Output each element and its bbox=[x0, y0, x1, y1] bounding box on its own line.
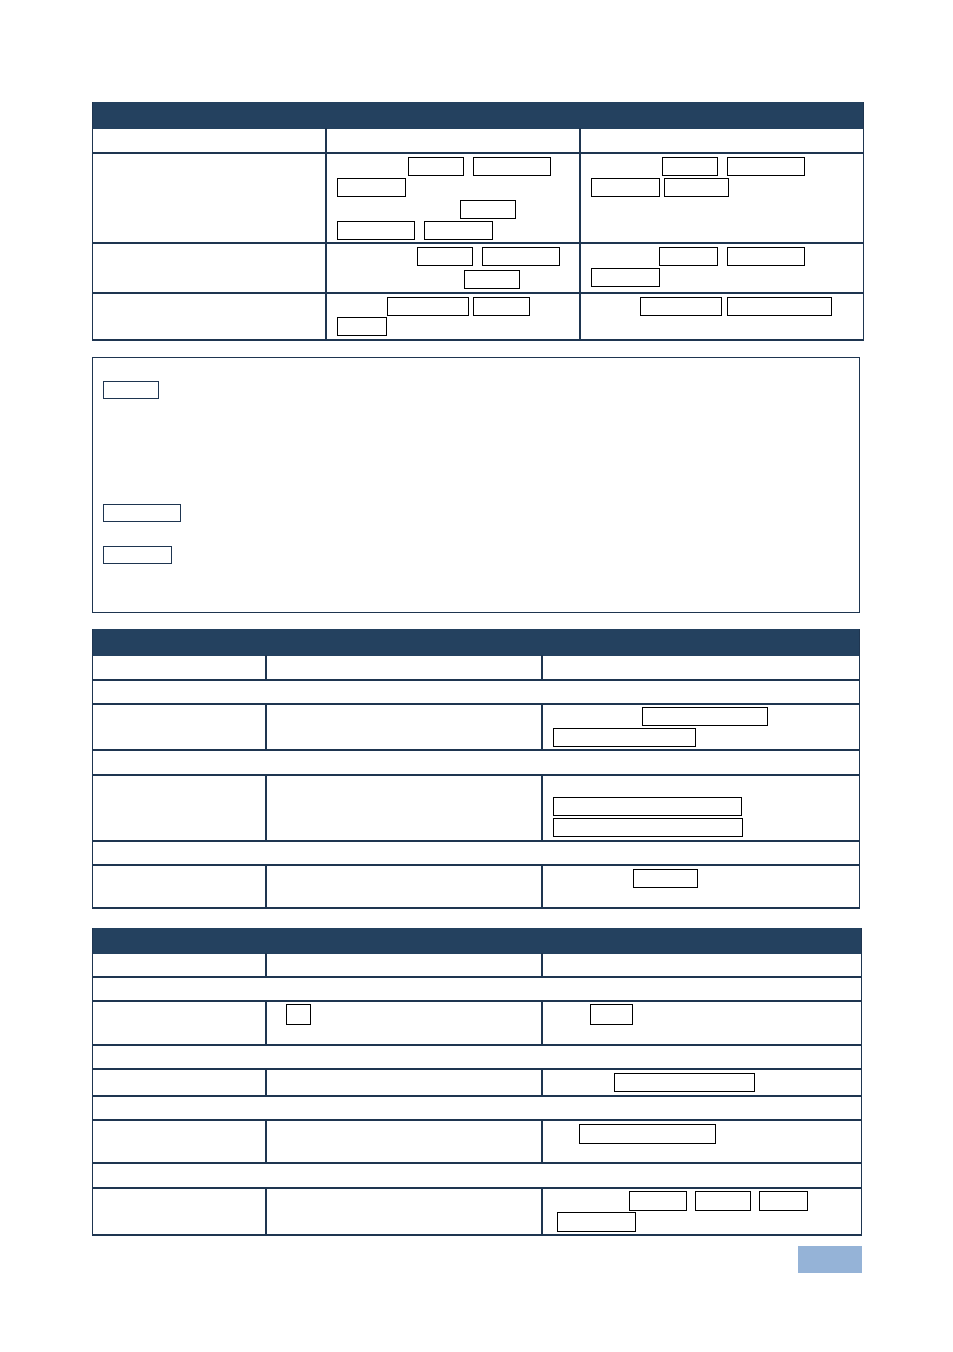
cross-reference-link[interactable] bbox=[590, 1004, 633, 1025]
table-border bbox=[265, 1001, 267, 1045]
table-border bbox=[92, 1234, 862, 1236]
cross-reference-link[interactable] bbox=[659, 247, 718, 266]
table-border bbox=[92, 1068, 862, 1070]
cross-reference-link[interactable] bbox=[387, 297, 469, 316]
table-border bbox=[265, 704, 267, 750]
table-border bbox=[92, 339, 864, 341]
table-border bbox=[541, 1001, 543, 1045]
table-1-cell bbox=[94, 294, 324, 339]
table-border bbox=[265, 865, 267, 908]
table-1-header bbox=[92, 102, 864, 129]
table-3-header bbox=[92, 928, 862, 954]
cross-reference-link[interactable] bbox=[727, 297, 832, 316]
table-2-header bbox=[92, 629, 860, 656]
cross-reference-link[interactable] bbox=[629, 1191, 687, 1211]
cross-reference-link[interactable] bbox=[591, 268, 660, 287]
cross-reference-link[interactable] bbox=[591, 178, 660, 197]
table-border bbox=[541, 865, 543, 908]
cross-reference-link[interactable] bbox=[662, 157, 718, 176]
table-2-column-header bbox=[544, 657, 858, 679]
table-border bbox=[92, 1119, 862, 1121]
table-border bbox=[541, 953, 543, 977]
table-2-column-header bbox=[268, 657, 540, 679]
cross-reference-link[interactable] bbox=[695, 1191, 751, 1211]
cross-reference-link[interactable] bbox=[464, 270, 520, 289]
table-3-section-title bbox=[94, 978, 860, 1000]
cross-reference-link[interactable] bbox=[417, 247, 473, 266]
cross-reference-link[interactable] bbox=[337, 317, 387, 336]
page-number-tab bbox=[798, 1246, 862, 1273]
cross-reference-link[interactable] bbox=[557, 1212, 636, 1232]
table-border bbox=[861, 928, 862, 1236]
table-border bbox=[92, 928, 93, 1236]
cross-reference-link[interactable] bbox=[460, 200, 516, 219]
table-border bbox=[92, 907, 860, 909]
cross-reference-link[interactable] bbox=[473, 157, 551, 176]
cross-reference-link[interactable] bbox=[286, 1004, 311, 1025]
cross-reference-link[interactable] bbox=[337, 221, 415, 240]
note-link[interactable] bbox=[103, 381, 159, 399]
cross-reference-link[interactable] bbox=[553, 818, 743, 837]
note-box bbox=[92, 357, 860, 613]
table-2-section-title bbox=[94, 751, 858, 774]
table-3-section-title bbox=[94, 1046, 860, 1068]
table-border bbox=[265, 1120, 267, 1163]
table-2-section-title bbox=[94, 681, 858, 703]
note-link[interactable] bbox=[103, 546, 172, 564]
table-border bbox=[325, 128, 327, 341]
cross-reference-link[interactable] bbox=[640, 297, 722, 316]
cross-reference-link[interactable] bbox=[408, 157, 464, 176]
note-link[interactable] bbox=[103, 504, 181, 522]
table-1-column-header bbox=[328, 130, 578, 152]
cross-reference-link[interactable] bbox=[614, 1073, 755, 1092]
cross-reference-link[interactable] bbox=[553, 797, 742, 816]
table-border bbox=[92, 774, 860, 776]
table-1-column-header bbox=[94, 130, 324, 152]
cross-reference-link[interactable] bbox=[759, 1191, 808, 1211]
table-border bbox=[265, 1069, 267, 1096]
table-border bbox=[863, 102, 864, 341]
cross-reference-link[interactable] bbox=[633, 869, 698, 888]
table-border bbox=[92, 703, 860, 705]
table-1-cell bbox=[94, 244, 324, 292]
cross-reference-link[interactable] bbox=[727, 157, 805, 176]
table-border bbox=[265, 655, 267, 680]
cross-reference-link[interactable] bbox=[337, 178, 406, 197]
table-1-cell bbox=[94, 154, 324, 242]
table-border bbox=[92, 629, 93, 909]
cross-reference-link[interactable] bbox=[424, 221, 493, 240]
cross-reference-link[interactable] bbox=[473, 297, 530, 316]
cross-reference-link[interactable] bbox=[579, 1124, 716, 1144]
table-2-section-title bbox=[94, 842, 858, 864]
table-border bbox=[541, 1069, 543, 1096]
table-3-section-title bbox=[94, 1164, 860, 1187]
table-border bbox=[92, 864, 860, 866]
cross-reference-link[interactable] bbox=[553, 728, 696, 747]
table-border bbox=[541, 655, 543, 680]
table-border bbox=[541, 775, 543, 841]
table-border bbox=[265, 953, 267, 977]
cross-reference-link[interactable] bbox=[664, 178, 729, 197]
table-border bbox=[265, 775, 267, 841]
table-border bbox=[92, 102, 93, 341]
table-border bbox=[859, 629, 860, 909]
cross-reference-link[interactable] bbox=[642, 707, 768, 726]
table-border bbox=[92, 1000, 862, 1002]
table-border bbox=[541, 1120, 543, 1163]
table-border bbox=[265, 1188, 267, 1236]
table-border bbox=[579, 128, 581, 341]
table-3-column-header bbox=[268, 955, 540, 976]
table-3-section-title bbox=[94, 1097, 860, 1119]
table-border bbox=[92, 1187, 862, 1189]
table-2-column-header bbox=[94, 657, 264, 679]
table-border bbox=[541, 1188, 543, 1236]
cross-reference-link[interactable] bbox=[482, 247, 560, 266]
table-3-column-header bbox=[544, 955, 860, 976]
table-3-column-header bbox=[94, 955, 264, 976]
cross-reference-link[interactable] bbox=[727, 247, 805, 266]
table-1-column-header bbox=[582, 130, 862, 152]
table-border bbox=[541, 704, 543, 750]
